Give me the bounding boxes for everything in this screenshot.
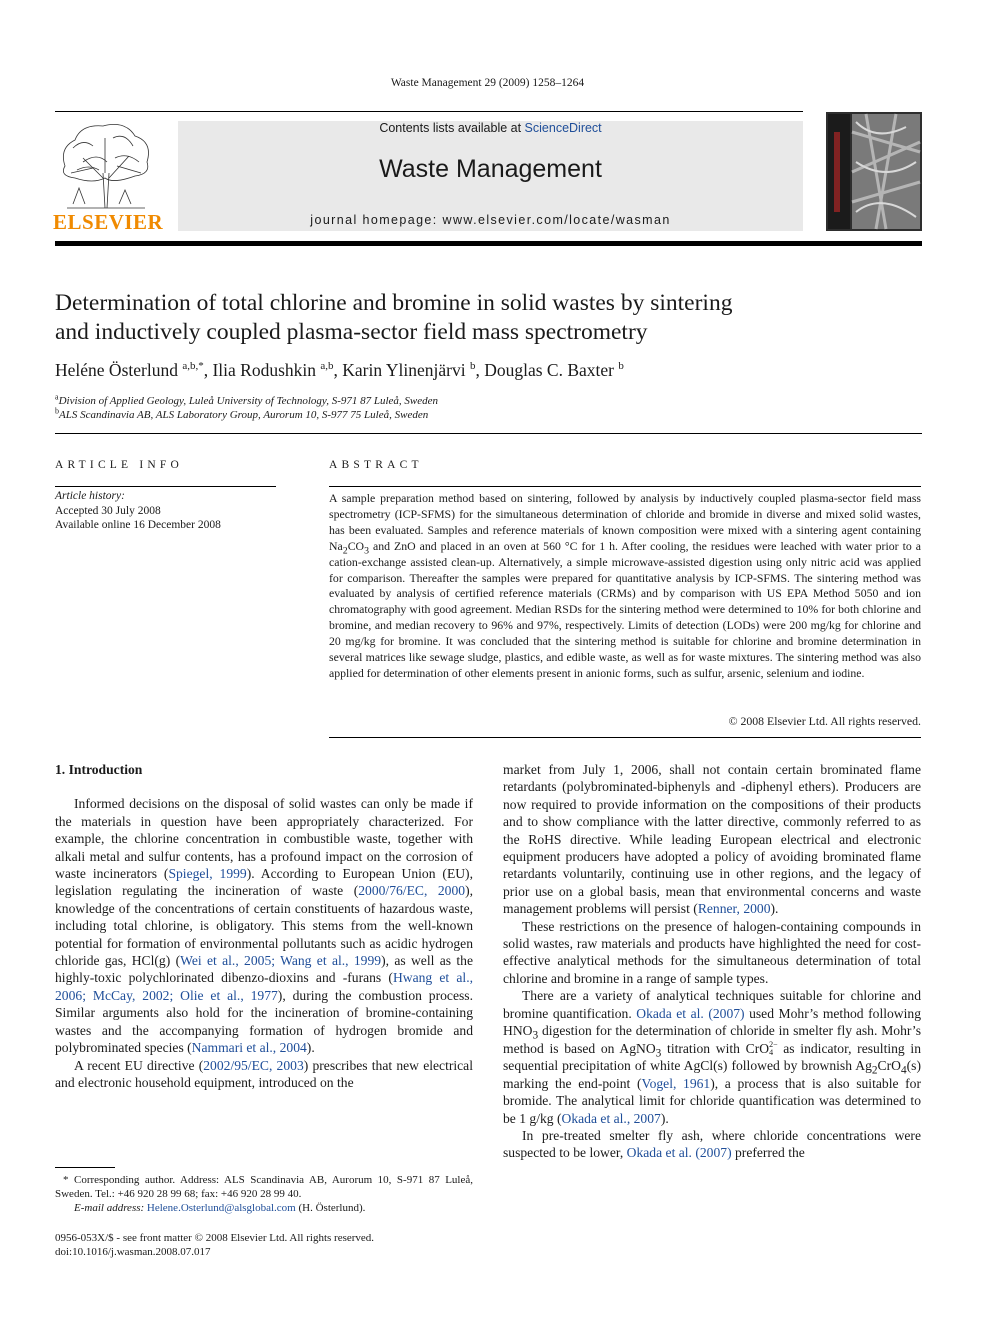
issn-line: 0956-053X/$ - see front matter © 2008 Elsevier Ltd. All rights reserved. (55, 1232, 375, 1244)
author-name[interactable]: Douglas C. Baxter (484, 360, 614, 380)
accepted-date: Accepted 30 July 2008 (55, 504, 161, 517)
contents-prefix: Contents lists available at (379, 121, 525, 135)
email-link[interactable]: Helene.Osterlund@alsglobal.com (146, 1202, 296, 1214)
contents-line (178, 121, 803, 135)
journal-citation: Waste Management 29 (2009) 1258–1264 (390, 77, 585, 89)
body-right-column (503, 761, 921, 1162)
doi-line[interactable]: doi:10.1016/j.wasman.2008.07.017 (55, 1246, 211, 1258)
affiliation-mark: b (55, 406, 59, 416)
abstract-heading: ABSTRACT (329, 459, 423, 471)
reference-link[interactable]: Vogel, 1961 (641, 1075, 711, 1091)
reference-link[interactable]: Okada et al., 2007 (561, 1110, 661, 1126)
author-name[interactable]: Heléne Österlund (55, 360, 178, 380)
author-affiliation-mark: b (618, 360, 624, 373)
paragraph: In pre-treated smelter fly ash, where chloride concentrations were suspected to be lower, Okada et al. (2007) preferred the (503, 1128, 921, 1161)
body-left-column (55, 761, 473, 1091)
title-line-1: Determination of total chlorine and bromine in solid wastes by sintering (55, 290, 733, 316)
history-label: Article history: (55, 490, 125, 502)
reference-link[interactable]: Okada et al. (2007) (626, 1145, 732, 1161)
reference-link[interactable]: Spiegel, 1999 (168, 866, 247, 882)
footnote-rule (55, 1167, 115, 1168)
online-date: Available online 16 December 2008 (55, 519, 221, 531)
paragraph: A recent EU directive (2002/95/EC, 2003) prescribes that new electrical and electronic household equipment, introduced on the (55, 1057, 473, 1090)
author-affiliation-mark: b (469, 360, 476, 373)
info-rule (55, 486, 276, 487)
elsevier-wordmark: ELSEVIER (53, 210, 164, 234)
journal-homepage[interactable]: journal homepage: www.elsevier.com/locate/wasman (310, 213, 671, 227)
reference-link[interactable]: Nammari et al., 2004 (191, 1040, 307, 1056)
affiliation-text: Division of Applied Geology, Luleå University of Technology, S-971 87 Luleå, Sweden (58, 395, 439, 407)
reference-link[interactable]: Hwang et al., 2006; McCay, 2002; Olie et al., 1977 (55, 970, 473, 1003)
paragraph: market from July 1, 2006, shall not contain certain brominated flame retardants (polybrominated-biphenyls and -diphenyl ethers). Producers are now required to provide information on the compositions of their products and to show compliance with the latter directive, commonly referred to as the RoHS directive. While leading European electrical and electronic equipment producers have adopted a policy of avoiding brominated flame retardants voluntarily, continuing use in other regions, and the legacy of prior use on a global basis, mean that environmental concerns and waste management problems will persist (Renner, 2000). (503, 762, 921, 917)
abstract-bottom-rule (329, 737, 921, 738)
author-name[interactable]: Ilia Rodushkin (212, 360, 317, 380)
reference-link[interactable]: 2000/76/EC, 2000 (358, 883, 466, 899)
journal-name: Waste Management (379, 155, 602, 183)
article-title (55, 289, 915, 347)
abstract-copyright: © 2008 Elsevier Ltd. All rights reserved. (728, 714, 921, 728)
reference-link[interactable]: 2002/95/EC, 2003 (203, 1057, 304, 1073)
paragraph: There are a variety of analytical techniques suitable for chlorine and bromine quantification. Okada et al. (2007) used Mohr’s method following $HNO_3$ digestion for the determination of chloride in smelter fly ash. Mohr’s method is based on AgNO$_3$ titration with CrO 2− 4 as indicator, resulting in sequential precipitation of white AgCl(s) followed by brownish $Ag_2CrO_4(s)$ marking the end-point (Vogel, 1961), a process that is also suitable for bromide. The analytical limit for chloride quantification was determined to be 1 g/kg (Okada et al., 2007). (503, 988, 922, 1126)
paragraph: These restrictions on the presence of halogen-containing compounds in solid wastes, raw materials and products have highlighted the need for cost-effective analytical methods for the simultaneous determination of total chlorine and bromine in a range of sample types. (503, 918, 921, 986)
author-list: Heléne Österlund $^{a,b,*}$, Ilia Rodushkin $^{a,b}$, Karin Ylinenjärvi $^b$, Douglas C. Baxter $^b$ (55, 360, 624, 380)
article-info-heading: ARTICLE INFO (55, 459, 183, 471)
affiliation-rule (55, 433, 922, 434)
footnote (55, 1173, 473, 1215)
paragraph: Informed decisions on the disposal of solid wastes can only be made if the materials in question have been appropriately characterized. For example, the chlorine concentration in combustible waste, together with alkali metal and sulfur contents, has a profound impact on the corrosion of waste incinerators (Spiegel, 1999). According to European Union (EU), legislation regulating the incineration of waste (2000/76/EC, 2000), knowledge of the concentrations of certain constituents of hazardous waste, including total chlorine, is obligatory. This stems from the well-known potential for formation of environmental pollutants such as acidic hydrogen chloride gas, HCl(g) (Wei et al., 2005; Wang et al., 1999), as well as the highly-toxic polychlorinated dibenzo-dioxins and -furans (Hwang et al., 2006; McCay, 2002; Olie et al., 1977), during the combustion process. Similar arguments also hold for the incineration of bromine-containing wastes and the accompanying formation of hydrogen bromide and polybrominated species (Nammari et al., 2004). (55, 796, 473, 1056)
reference-link[interactable]: Renner, 2000 (697, 901, 771, 917)
reference-link[interactable]: Okada et al. (2007) (636, 1005, 745, 1021)
header-thick-rule (55, 241, 922, 246)
email-line: E-mail address: Helene.Osterlund@alsglobal.com (H. Österlund). (74, 1202, 366, 1214)
abstract-text: A sample preparation method based on sintering, followed by analysis by inductively coupled plasma-sector field mass spectrometry (ICP-SFMS) for the simultaneous determination of chloride and bromide in diverse and mixed solid wastes, has been evaluated. Samples and reference materials of known composition were mixed with a sintering agent containing $Na_2CO_3$ and ZnO and placed in an oven at 560 °C for 1 h. After cooling, the residues were leached with water prior to a cation-exchange assisted clean-up. Alternatively, a simple microwave-assisted digestion using only nitric acid was applied for comparison. Thereafter the samples were prepared for quantitative analysis by ICP-SFMS. The sintering method was evaluated by analysis of certified reference materials (CRMs) and by comparison with US EPA Method 5050 and ion chromatography with good agreement. Median RSDs for the sintering method were determined to 10% for both chlorine and bromine, and median recovery to 96% and 97%, respectively. Limits of detection (LODs) were 200 mg/kg for chlorine and 20 mg/kg for bromine. It was concluded that the sintering method is suitable for chlorine and bromine determination in several matrices like sewage sludge, plastics, and edible waste, as well as for waste mixtures. The sintering method was also applied for determination of other elements present in anionic forms, such as sulfur, arsenic, selenium and iodine. (329, 491, 921, 680)
author-name[interactable]: Karin Ylinenjärvi (342, 360, 466, 380)
header-top-rule (55, 111, 803, 112)
affiliation-a (55, 392, 439, 407)
sciencedirect-link[interactable]: ScienceDirect (524, 121, 602, 135)
affiliation-mark: a (55, 392, 59, 402)
title-line-2: and inductively coupled plasma-sector field mass spectrometry (55, 319, 648, 345)
reference-link[interactable]: Wei et al., 2005; Wang et al., 1999 (180, 953, 382, 969)
corresponding-author-note: * Corresponding author. Address: ALS Scandinavia AB, Aurorum 10, S-971 87 Luleå, Sweden. Tel.: +46 920 28 99 68; fax: +46 920 28 99 40. (55, 1174, 473, 1200)
author-affiliation-mark: a,b,* (182, 360, 204, 373)
author-affiliation-mark: a,b (320, 360, 334, 373)
journal-cover-image (826, 112, 922, 231)
affiliation-text: ALS Scandinavia AB, ALS Laboratory Group, Aurorum 10, S-977 75 Luleå, Sweden (59, 409, 429, 421)
affiliation-b (55, 406, 429, 421)
article-history (55, 489, 221, 533)
abstract-rule (329, 486, 921, 487)
section-heading-introduction: 1. Introduction (55, 762, 143, 777)
